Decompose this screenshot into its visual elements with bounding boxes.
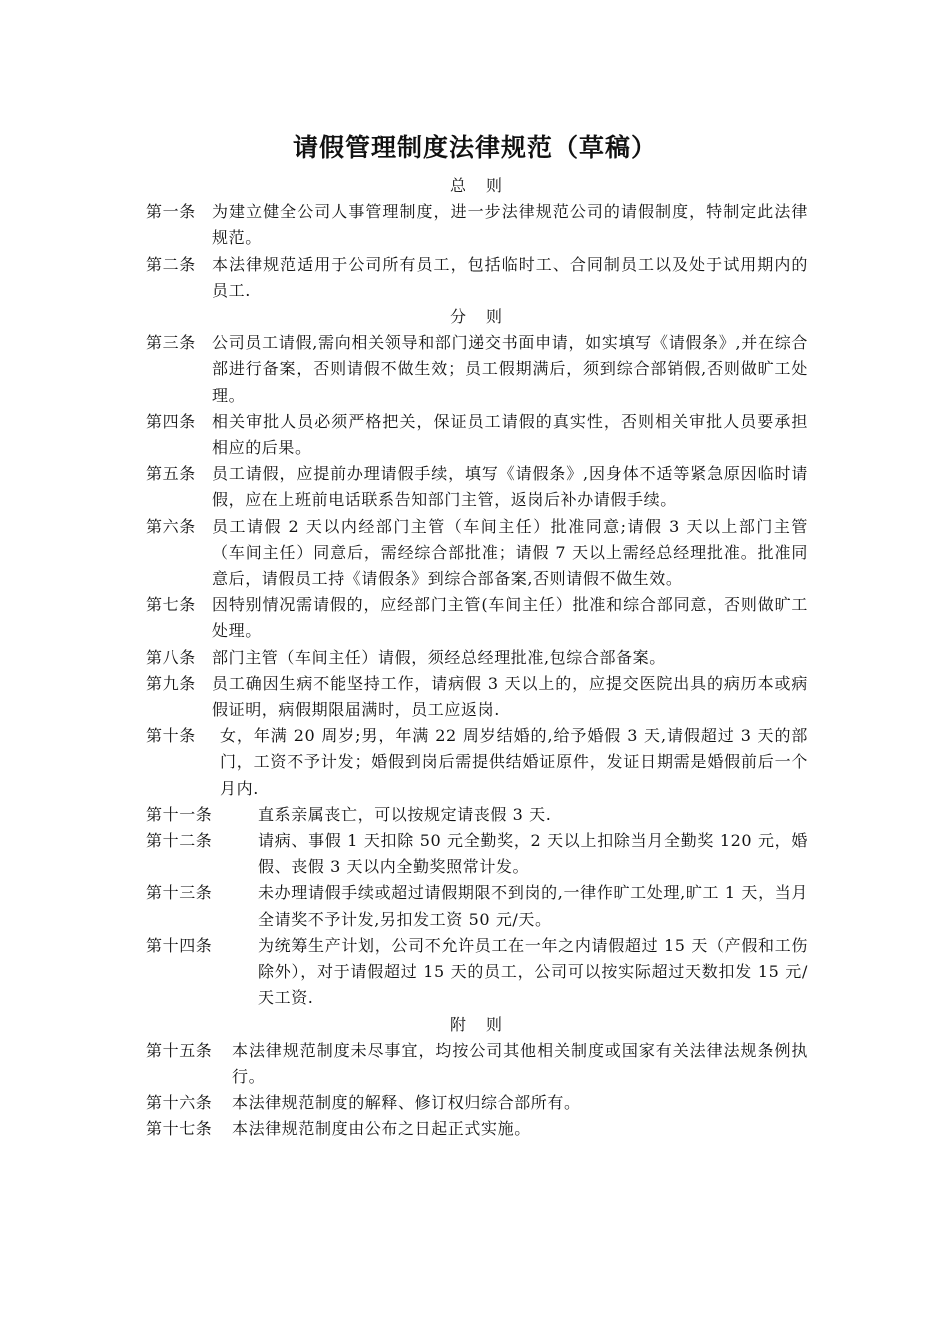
article-4: [146, 409, 808, 461]
article-label: 第十条: [146, 726, 196, 746]
article-8: [146, 645, 808, 671]
article-label: 第一条: [146, 202, 196, 222]
article-10: [146, 723, 808, 802]
document-body: [146, 173, 808, 1143]
section-heading-supplementary: 附 则: [449, 1014, 504, 1034]
article-label: 第七条: [146, 595, 196, 615]
article-13: [146, 880, 808, 932]
article-text: 公司员工请假,需向相关领导和部门递交书面申请，如实填写《请假条》,并在综合部进行备案，否则请假不做生效；员工假期满后，须到综合部销假,否则做旷工处理。: [212, 333, 808, 405]
document-title: 请假管理制度法律规范（草稿）: [292, 133, 657, 162]
article-label: 第三条: [146, 333, 196, 353]
article-9: [146, 671, 808, 723]
article-text: 部门主管（车间主任）请假，须经总经理批准,包综合部备案。: [212, 647, 666, 667]
article-11: [146, 802, 808, 828]
article-text: 本法律规范制度由公布之日起正式实施。: [232, 1119, 531, 1139]
article-label: 第九条: [146, 673, 196, 693]
article-text: 本法律规范适用于公司所有员工，包括临时工、合同制员工以及处于试用期内的员工.: [212, 254, 808, 300]
article-text: 直系亲属丧亡，可以按规定请丧假 3 天.: [258, 804, 552, 824]
article-label: 第十四条: [146, 935, 213, 955]
article-text: 请病、事假 1 天扣除 50 元全勤奖，2 天以上扣除当月全勤奖 120 元，婚假、丧假 3 天以内全勤奖照常计发。: [258, 831, 808, 877]
article-text: 本法律规范制度的解释、修订权归综合部所有。: [232, 1093, 581, 1113]
article-12: [146, 828, 808, 880]
article-label: 第十三条: [146, 883, 213, 903]
section-heading-detail: 分 则: [449, 307, 504, 327]
article-text: 未办理请假手续或超过请假期限不到岗的,一律作旷工处理,旷工 1 天，当月全请奖不予计发,另扣发工资 50 元/天。: [258, 883, 808, 929]
article-label: 第十二条: [146, 831, 213, 851]
article-label: 第二条: [146, 254, 196, 274]
article-text: 员工请假 2 天以内经部门主管（车间主任）批准同意;请假 3 天以上部门主管（车间主任）同意后，需经综合部批准；请假 7 天以上需经总经理批准。批准同意后，请假员工持《请假条》到综合部备案,否则请假不做生效。: [212, 516, 808, 589]
article-15: [146, 1038, 808, 1090]
article-text: 员工请假，应提前办理请假手续，填写《请假条》,因身体不适等紧急原因临时请假，应在上班前电话联系告知部门主管，返岗后补办请假手续。: [212, 464, 808, 510]
article-16: [146, 1090, 808, 1116]
article-2: [146, 252, 808, 304]
article-7: [146, 592, 808, 644]
article-text: 相关审批人员必须严格把关，保证员工请假的真实性，否则相关审批人员要承担相应的后果。: [212, 411, 808, 458]
article-label: 第十七条: [146, 1119, 213, 1139]
article-text: 为建立健全公司人事管理制度，进一步法律规范公司的请假制度，特制定此法律规范。: [212, 202, 808, 248]
article-label: 第八条: [146, 647, 196, 667]
article-5: [146, 461, 808, 513]
article-17: [146, 1116, 808, 1142]
article-text: 女，年满 20 周岁;男，年满 22 周岁结婚的,给予婚假 3 天,请假超过 3 天的部门，工资不予计发；婚假到岗后需提供结婚证原件，发证日期需是婚假前后一个月内.: [220, 726, 808, 798]
article-14: [146, 933, 808, 1012]
article-text: 员工确因生病不能坚持工作，请病假 3 天以上的，应提交医院出具的病历本或病假证明，病假期限届满时，员工应返岗.: [212, 673, 808, 720]
article-label: 第十五条: [146, 1040, 213, 1060]
article-1: [146, 199, 808, 251]
article-text: 本法律规范制度未尽事宜，均按公司其他相关制度或国家有关法律法规条例执行。: [232, 1040, 808, 1086]
article-label: 第六条: [146, 516, 196, 536]
article-label: 第四条: [146, 411, 196, 431]
article-label: 第十六条: [146, 1093, 213, 1113]
article-label: 第十一条: [146, 804, 213, 824]
article-6: [146, 514, 808, 593]
article-3: [146, 330, 808, 409]
article-text: 因特别情况需请假的，应经部门主管(车间主任）批准和综合部同意，否则做旷工处理。: [212, 595, 808, 641]
article-text: 为统筹生产计划，公司不允许员工在一年之内请假超过 15 天（产假和工伤除外），对于请假超过 15 天的员工，公司可以按实际超过天数扣发 15 元/天工资.: [258, 935, 808, 1008]
article-label: 第五条: [146, 464, 196, 484]
section-heading-general: 总 则: [449, 176, 504, 195]
